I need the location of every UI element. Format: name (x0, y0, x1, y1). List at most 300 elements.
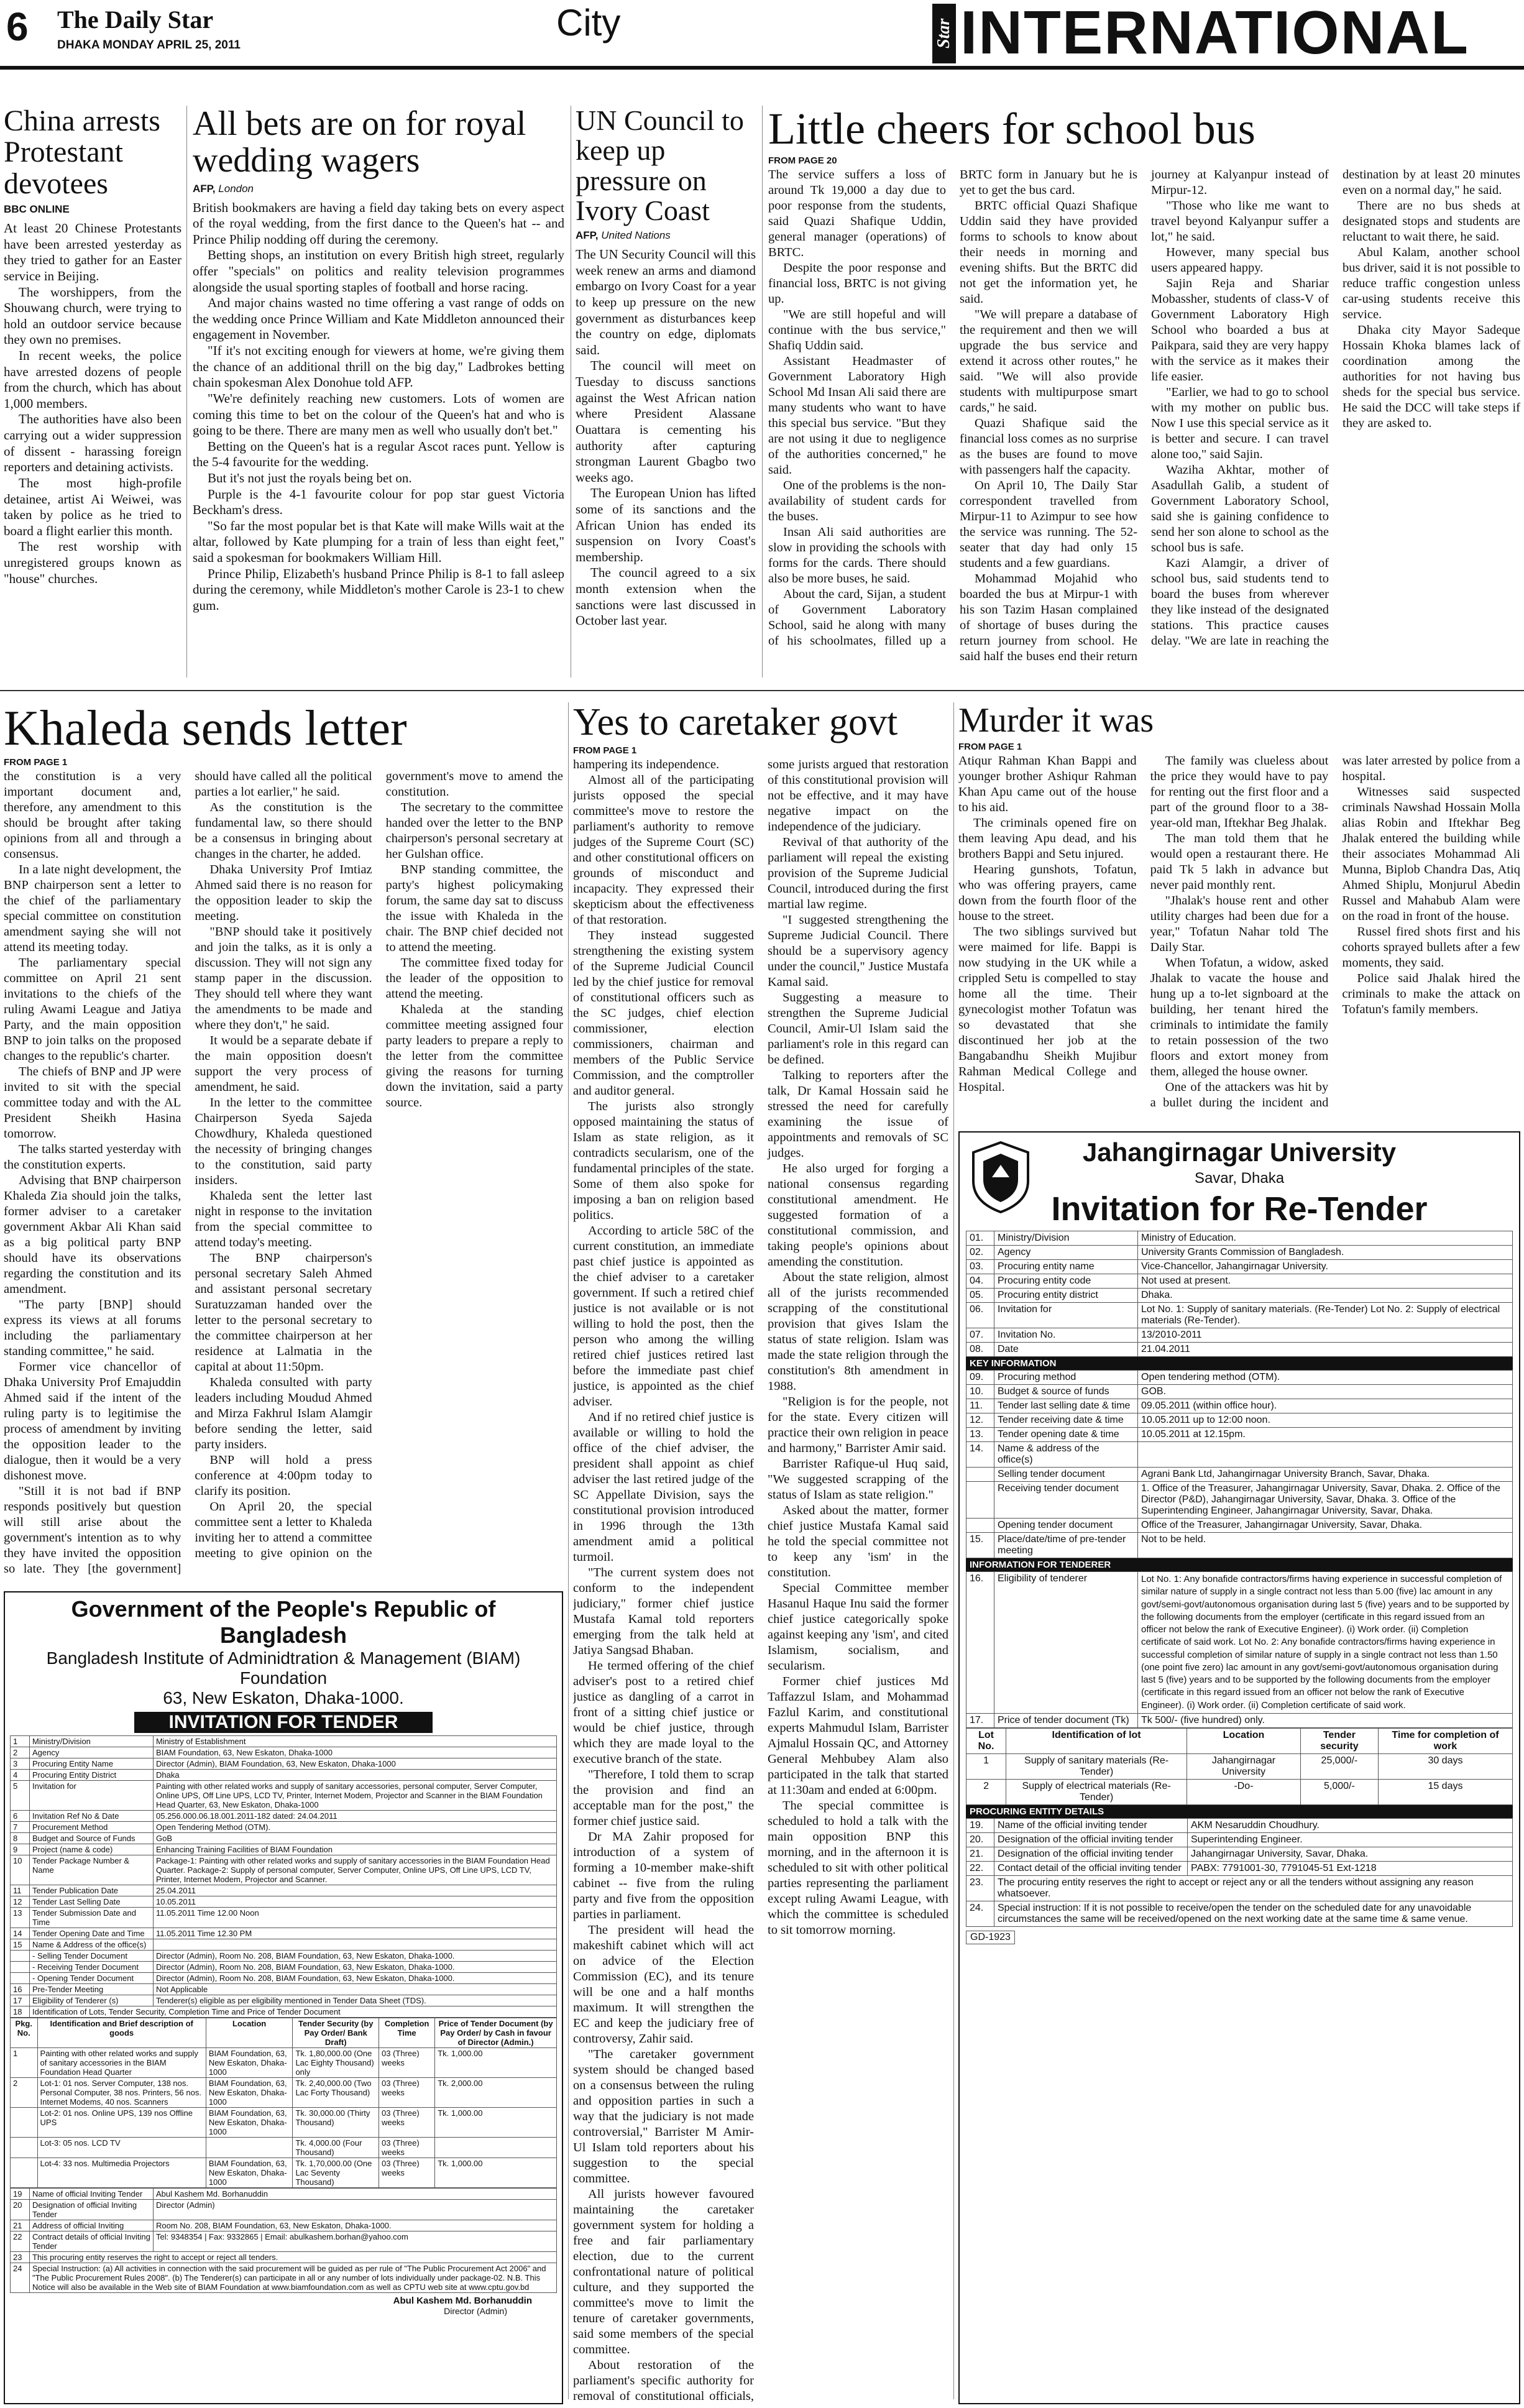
row-label: Tender last selling date & time (994, 1399, 1138, 1413)
row-divider (0, 690, 1524, 691)
table-cell: Lot-1: 01 nos. Server Computer, 138 nos. Personal Computer, 38 nos. Printers, 56 nos. Internet Modems, 40 nos. Scanners (37, 2078, 206, 2108)
table-cell: BIAM Foundation, 63, New Eskaton, Dhaka-1000 (206, 2108, 293, 2138)
row-number: 19. (966, 1818, 994, 1832)
table-row (11, 2231, 557, 2252)
table-cell: Tk. 1,000.00 (435, 2108, 557, 2138)
table-row (11, 2006, 557, 2018)
lot-row (11, 2048, 557, 2078)
row-label: Tender Opening Date and Time (30, 1928, 154, 1939)
table-row (11, 1984, 557, 1995)
section-city: City (556, 2, 621, 44)
ad-address: 63, New Eskaton, Dhaka-1000. (163, 1688, 404, 1707)
row-number: 21 (11, 2220, 30, 2231)
table-row (11, 1995, 557, 2006)
row-label: Ministry/Division (30, 1736, 154, 1747)
story-un (576, 106, 756, 678)
ad-biam (4, 1591, 563, 2404)
row-label: The procuring entity reserves the right to accept or reject any or all the tenders without assigning any reason whatsoever. (994, 1875, 1513, 1901)
row-label: This procuring entity reserves the right to accept or reject all tenders. (30, 2252, 557, 2263)
row-label: Tender receiving date & time (994, 1413, 1138, 1428)
column-header: Price of Tender Document (by Pay Order/ by Cash in favour of Director (Admin.) (435, 2018, 557, 2048)
table-cell: 03 (Three) weeks (379, 2138, 435, 2158)
column-header: Pkg. No. (11, 2018, 38, 2048)
table-row (11, 1758, 557, 1770)
table-cell: 1 (966, 1753, 1006, 1779)
row-value: Director (Admin), Room No. 208, BIAM Foundation, 63, New Eskaton, Dhaka-1000. (154, 1973, 557, 1984)
headline: All bets are on for royal wedding wagers (193, 106, 526, 180)
table-row (966, 1442, 1513, 1468)
paragraph: Special Committee member Hasanul Haque Inu said the former chief justice categorically spoke against keeping any 'ism', and cited Islamism, socialism, and secularism. (768, 1581, 948, 1673)
row-label: Procuring Entity District (30, 1770, 154, 1781)
table-cell: 03 (Three) weeks (379, 2158, 435, 2188)
table-cell: BIAM Foundation, 63, New Eskaton, Dhaka-1000 (206, 2078, 293, 2108)
paragraph: Betting shops, an institution on every British high street, regularly offer "specials" on politics and reality television programmes alongside the usual sporting staples of football and horse racing. (193, 247, 564, 295)
row-number: 17 (11, 1995, 30, 2006)
row-value: 11.05.2011 Time 12.00 Noon (154, 1908, 557, 1928)
paragraph: the constitution is a very important document and, therefore, any amendment to this should be brought after taking opinions from all and through a consensus. (4, 770, 181, 861)
from-page: FROM PAGE 1 (958, 741, 1022, 752)
divider (186, 106, 187, 678)
row-value: PABX: 7791001-30, 7791045-51 Ext-1218 (1188, 1861, 1513, 1875)
table-cell (11, 2108, 38, 2138)
row-value: Director (Admin) (154, 2200, 557, 2220)
table-row (11, 1939, 557, 1951)
row-label: Identification of Lots, Tender Security, Completion Time and Price of Tender Document (30, 2006, 557, 2018)
table-row (966, 1371, 1513, 1385)
ad-header (966, 1137, 1513, 1231)
tenderer-label: INFORMATION FOR TENDERER (966, 1558, 1513, 1571)
table-row (966, 1901, 1513, 1926)
row-label: Invitation for (994, 1303, 1138, 1328)
row-value: Ministry of Establishment (154, 1736, 557, 1747)
table-cell: Lot-4: 33 nos. Multimedia Projectors (37, 2158, 206, 2188)
paragraph: Mohammad Mojahid who boarded the bus at Mirpur-1 with his son Tazim Hasan complained of shortage of buses during the return journey from school. He said half the buses end their return journey at Kalyanpur instead of Mirpur-12. (960, 167, 1329, 663)
row-value: Ministry of Education. (1138, 1231, 1513, 1246)
paragraph: Assistant Headmaster of Government Laboratory High School Md Insan Ali said there are many students who want to have this special bus service. "But they are not using it due to negligence of the authorities concerned," he said. (768, 354, 946, 477)
tender-table-c (966, 1818, 1513, 1927)
paragraph: At least 20 Chinese Protestants have been arrested yesterday as they tried to gather for an Easter service in Beijing. (4, 221, 181, 283)
byline-place: London (218, 182, 254, 195)
row-label: Designation of official Inviting Tender (30, 2200, 154, 2220)
paragraph: The parliamentary special committee on April 21 sent invitations to the chiefs of the ruling Awami League and Jatiya Party, and the main opposition BNP to join talks on the proposed changes to the republic's charter. (4, 956, 181, 1063)
row-number: 5 (11, 1781, 30, 1811)
divider (953, 702, 954, 2399)
table-row (11, 1747, 557, 1758)
row-number: 13. (966, 1428, 994, 1442)
table-row (966, 1519, 1513, 1533)
row-label: Tender Last Selling Date (30, 1896, 154, 1908)
row-number: 06. (966, 1303, 994, 1328)
lot-row (11, 2108, 557, 2138)
table-row (966, 1413, 1513, 1428)
row-value: Lot No. 1: Any bonafide contractors/firms having experience in successful completion of similar nature of supply in a single contract not less than 5.00 (five) lac amount in any govt/semi-govt/autonomous organisation during last 5 (five) years and to be supported by the following documents from the employer (certificate in this regard issued from an officer not below the rank of Executive Engineer). (i) Work order. (ii) Completion certificate of said work. Lot No. 2: Any bonafide contractors/firms having experience in successful completion of similar nature of supply in a single contract not less than 1.50 (one point five zero) lac amount in any govt/semi-govt/autonomous organisation during last 5 (five) years and to be supported by the following documents from the employer (certificate in this regard issued from an officer not below the rank of Executive Engineer). (i) Work order. (ii) Completion certificate of said work. (1138, 1572, 1513, 1714)
row-value: Dhaka (154, 1770, 557, 1781)
table-cell: Tk. 2,40,000.00 (Two Lac Forty Thousand) (293, 2078, 379, 2108)
row-label: Eligibility of tenderer (994, 1572, 1138, 1714)
byline-place: United Nations (601, 229, 671, 242)
headline: Khaleda sends letter (4, 702, 407, 756)
paragraph: Former vice chancellor of Dhaka University Prof Emajuddin Ahmed said if the intent of the ruling party is to legitimise the process of amendment by inviting the opposition leader to the dialogue, then it would be a very dishonest move. (4, 1360, 181, 1482)
paragraph: The talks started yesterday with the constitution experts. (4, 1142, 181, 1172)
paragraph: Sajin Reja and Shariar Mobassher, students of class-V of Government Laboratory High School who boarded a bus at Paikpara, said they are very happy with the service as it makes their life easier. (1151, 276, 1329, 384)
row-value: GOB. (1138, 1385, 1513, 1399)
story-body (4, 221, 181, 587)
paragraph: Talking to reporters after the talk, Dr Kamal Hossain said he stressed the need for carefully examining the issue of appointments and removals of SC judges. (768, 1068, 948, 1160)
row-number: 16. (966, 1572, 994, 1714)
paragraph: According to article 58C of the current constitution, an immediate past chief justice is appointed as the chief adviser to a caretaker government. If such a retired chief justice is not available or is not willing to hold the post, then the person who among the willing retired chief justices retired last before the immediate past chief justice, is appointed as the chief adviser. (573, 1224, 754, 1409)
paragraph: Russel fired shots first and his cohorts sprayed bullets after a few moments, they said. (1342, 924, 1520, 970)
paragraph: "Earlier, we had to go to school with my mother on public bus. Now I use this special service as it is better and secure. I can travel alone too," said Sajin. (1151, 385, 1329, 461)
row-number: 15 (11, 1939, 30, 1951)
paragraph: Suggesting a measure to strengthen the Supreme Judicial Council, Amir-Ul Islam said the parliament's role in this regard can be defined. (768, 991, 948, 1067)
row-value: Abul Kashem Md. Borhanuddin (154, 2189, 557, 2200)
row-value: Director (Admin), Room No. 208, BIAM Foundation, 63, New Eskaton, Dhaka-1000. (154, 1951, 557, 1962)
row-label: Project (name & code) (30, 1844, 154, 1855)
paragraph: As the constitution is the fundamental law, so there should be a consensus in bringing about changes in the charter, he added. (195, 801, 372, 861)
table-cell: Supply of electrical materials (Re-Tender) (1006, 1779, 1187, 1804)
byline: BBC ONLINE (4, 203, 70, 216)
row-label: Budget and Source of Funds (30, 1833, 154, 1844)
table-row (11, 1885, 557, 1896)
row-label: Tender Package Number & Name (30, 1855, 154, 1885)
row-label: Special Instruction: (a) All activities in connection with the said procurement will be guided as per rule of "The Public Procurement Act 2006" and "The Public Procurement Rules 2008". (b) The Tenderer(s) can participate in all or any number of lots individually under package-02. N.B. This Notice will also be available in the Web site of BIAM Foundation at www.biamfoundation.com as well as CPTU web site at www.cptu.gov.bd (30, 2263, 557, 2293)
table-cell: Supply of sanitary materials (Re-Tender) (1006, 1753, 1187, 1779)
paragraph: The family was clueless about the price they would have to pay for renting out the first floor and a part of the ground floor to a 38-year-old man, Iftekhar Beg Jhalak. (1150, 753, 1329, 830)
story-body (958, 753, 1520, 1120)
paragraph: Khaleda consulted with party leaders including Moudud Ahmed and Mirza Fakhrul Islam Alamgir before sending the letter, said party insiders. (195, 1376, 372, 1451)
from-page: FROM PAGE 1 (4, 757, 68, 768)
signatory: Abul Kashem Md. Borhanuddin (393, 2295, 532, 2306)
paragraph: The committee fixed today for the leader of the opposition to attend the meeting. (385, 956, 563, 1001)
row-value: 10.05.2011 up to 12:00 noon. (1138, 1413, 1513, 1428)
row-label: Ministry/Division (994, 1231, 1138, 1246)
row-number (966, 1482, 994, 1519)
paragraph: One of the attackers was hit by a bullet during the incident and was later arrested by police from a hospital. (1150, 753, 1520, 1110)
row-value: Director (Admin), Room No. 208, BIAM Foundation, 63, New Eskaton, Dhaka-1000. (154, 1962, 557, 1973)
paragraph: The council agreed to a six month extension when the sanctions were last discussed in October last year. (576, 565, 756, 628)
paragraph: In the letter to the committee Chairperson Syeda Sajeda Chowdhury, Khaleda questioned the necessity of bringing changes to the constitution, said party insiders. (195, 1096, 372, 1187)
row-value: 11.05.2011 Time 12.30 PM (154, 1928, 557, 1939)
paragraph: Former chief justices Md Taffazzul Islam, and Mohammad Fazlul Karim, and constitutional experts Mahmudul Islam, Barrister Ajmalul Hossain QC, and Attorney General Mehbubey Alam also participated in the talk that started at 11:30am and ended at 6:00pm. (768, 1675, 948, 1798)
story-body (768, 167, 1520, 671)
row-label: Procurement Method (30, 1822, 154, 1833)
paragraph: "Jhalak's house rent and other utility charges had been due for a year," Tofatun Nahar told The Daily Star. (1150, 893, 1329, 954)
row-value: Lot No. 1: Supply of sanitary materials. (Re-Tender) Lot No. 2: Supply of electrical materials (Re-Tender). (1138, 1303, 1513, 1328)
table-cell: 03 (Three) weeks (379, 2108, 435, 2138)
table-row (11, 1855, 557, 1885)
page-number: 6 (6, 4, 29, 49)
paragraph: Prince Philip, Elizabeth's husband Prince Philip is 8-1 to fall asleep during the ceremony, while Middleton's mother Carole is 23-1 to chew gum. (193, 566, 564, 613)
column-header: Tender Security (by Pay Order/ Bank Draft) (293, 2018, 379, 2048)
table-row (11, 2252, 557, 2263)
row-label: Address of official Inviting (30, 2220, 154, 2231)
row-number: 12. (966, 1413, 994, 1428)
tender-table-tail (10, 2188, 557, 2293)
row-value: 21.04.2011 (1138, 1343, 1513, 1357)
table-cell: 15 days (1378, 1779, 1512, 1804)
row-label: Designation of the official inviting tender (994, 1832, 1188, 1847)
row-number: 23 (11, 2252, 30, 2263)
column-header: Lot No. (966, 1728, 1006, 1753)
paragraph: Dhaka city Mayor Sadeque Hossain Khoka blames lack of coordination among the authorities for not having bus sheds for the special bus service. He said the DCC will take steps if they are asked to. (1343, 323, 1520, 430)
story-body (193, 200, 564, 614)
paragraph: Revival of that authority of the parliament will repeal the existing provision of the Supreme Judicial Council, introduced during the first martial law regime. (768, 835, 948, 912)
column-header: Tender security (1300, 1728, 1378, 1753)
column-header: Location (1187, 1728, 1301, 1753)
row-label: Price of tender document (Tk) (994, 1713, 1138, 1727)
headline: China arrests Protestant devotees (4, 106, 160, 200)
row-number: 17. (966, 1713, 994, 1727)
paragraph: Quazi Shafique said the financial loss comes as no surprise as the buses are found to move with passengers half the capacity. (960, 416, 1137, 477)
row-number: 14. (966, 1442, 994, 1468)
row-label: Agency (30, 1747, 154, 1758)
story-wedding (193, 106, 564, 678)
row-number: 1 (11, 1736, 30, 1747)
table-cell: 30 days (1378, 1753, 1512, 1779)
ad-subtitle: Savar, Dhaka (1194, 1170, 1285, 1187)
row-number: 09. (966, 1371, 994, 1385)
row-value: Dhaka. (1138, 1289, 1513, 1303)
row-value: Room No. 208, BIAM Foundation, 63, New Eskaton, Dhaka-1000. (154, 2220, 557, 2231)
table-row (11, 1770, 557, 1781)
row-label: Place/date/time of pre-tender meeting (994, 1533, 1138, 1558)
headline: Yes to caretaker govt (573, 702, 898, 743)
row-label: Opening tender document (994, 1519, 1138, 1533)
row-value: Superintending Engineer. (1188, 1832, 1513, 1847)
paragraph: BRTC official Quazi Shafique Uddin said they have provided forms to schools to know about their needs in morning and evening shifts. But the BRTC did not get the information yet, he said. (960, 198, 1137, 306)
row-number (966, 1468, 994, 1482)
row-label: Procuring entity name (994, 1260, 1138, 1274)
table-row (11, 1844, 557, 1855)
row-value: 13/2010-2011 (1138, 1328, 1513, 1343)
table-row (11, 1781, 557, 1811)
row-value: GoB (154, 1833, 557, 1844)
paragraph: "We are still hopeful and will continue with the bus service," Shafiq Uddin said. (768, 307, 946, 352)
row-label: Name of the official inviting tender (994, 1818, 1188, 1832)
row-value: 10.05.2011 (154, 1896, 557, 1908)
row-number: 8 (11, 1833, 30, 1844)
lot-row (11, 2158, 557, 2188)
table-row (11, 1928, 557, 1939)
row-label: - Selling Tender Document (30, 1951, 154, 1962)
row-value: 25.04.2011 (154, 1885, 557, 1896)
ad-heading: Invitation for Re-Tender (1051, 1190, 1428, 1228)
table-row (966, 1818, 1513, 1832)
paragraph: Despite the poor response and financial loss, BRTC is not giving up. (768, 260, 946, 306)
paragraph: It would be a separate debate if the main opposition doesn't support the very process of amendment, he said. (195, 1034, 372, 1094)
table-row (966, 1260, 1513, 1274)
row-number (966, 1519, 994, 1533)
table-cell: Lot-2: 01 nos. Online UPS, 139 nos Offline UPS (37, 2108, 206, 2138)
row-label: Name & address of the office(s) (994, 1442, 1138, 1468)
paragraph: Abul Kalam, another school bus driver, said it is not possible to reduce traffic congestion unless car-using students receive this service. (1343, 245, 1520, 321)
row-value: Enhancing Training Facilities of BIAM Foundation (154, 1844, 557, 1855)
ad-code: GD-1923 (966, 1931, 1015, 1944)
dateline: DHAKA MONDAY APRIL 25, 2011 (57, 39, 241, 52)
table-row (966, 1468, 1513, 1482)
row-label: Designation of the official inviting tender (994, 1847, 1188, 1861)
paragraph: The rest worship with unregistered groups known as "house" churches. (4, 539, 181, 586)
table-cell (11, 2158, 38, 2188)
table-cell (11, 2138, 38, 2158)
story-body (4, 769, 563, 1577)
paragraph: The man told them that he would open a restaurant there. He paid Tk 5 lakh in advance but never paid monthly rent. (1150, 831, 1329, 892)
paragraph: Purple is the 4-1 favourite colour for pop star guest Victoria Beckham's dress. (193, 486, 564, 518)
paragraph: "I suggested strengthening the Supreme Judicial Council. There should be a supervisory agency under the council," Justice Mustafa Kamal said. (768, 913, 948, 990)
paragraph: On April 20, the special committee sent a letter to Khaleda inviting her to attend a committee meeting to give opinion on the government's move to amend the constitution. (195, 770, 563, 1560)
row-number: 12 (11, 1896, 30, 1908)
row-label: Agency (994, 1246, 1138, 1260)
story-caretaker (573, 702, 948, 2406)
row-number (11, 1951, 30, 1962)
paragraph: Dhaka University Prof Imtiaz Ahmed said there is no reason for the opposition leader to skip the meeting. (195, 863, 372, 923)
table-row (11, 1908, 557, 1928)
paragraph: Hearing gunshots, Tofatun, who was offering prayers, came down from the fourth floor of the house to the street. (958, 862, 1137, 923)
row-label: Tender Submission Date and Time (30, 1908, 154, 1928)
row-label: Receiving tender document (994, 1482, 1138, 1519)
story-khaleda (4, 702, 563, 1585)
paragraph: The criminals opened fire on them leaving Apu dead, and his brothers Bappi and Setu injured. (958, 816, 1137, 861)
lot-row (966, 1779, 1513, 1804)
signatory-title: Director (Admin) (444, 2306, 507, 2316)
row-label: Budget & source of funds (994, 1385, 1138, 1399)
paragraph: The UN Security Council will this week renew an arms and diamond embargo on Ivory Coast for a year to keep up pressure on the new government as disturbances keep the country on edge, diplomats said. (576, 247, 756, 357)
paragraph: "So far the most popular bet is that Kate will make Wills wait at the altar, followed by Kate plumping for a train of less than eight feet," said a spokesman for bookmakers William Hill. (193, 518, 564, 565)
paragraph: "The caretaker government system should be changed based on a consensus between the ruling and opposition parties in such a way that the judiciary is not made controversial," Barrister M Amir-Ul Islam told reporters about his suggestion to the special committee. (573, 2047, 754, 2186)
tender-table-b (966, 1370, 1513, 1558)
paper-logo: The Daily Star (57, 6, 214, 34)
paragraph: Almost all of the participating jurists opposed the special committee's move to restore the parliament's authority to remove judges of the Supreme Court (SC) and other constitutional officers on grounds of misconduct and incapacity. They expressed their skepticism about the effectiveness of that restoration. (573, 773, 754, 927)
row-number: 9 (11, 1844, 30, 1855)
paragraph: The chiefs of BNP and JP were invited to sit with the special committee today and with the AL President Sheikh Hasina tomorrow. (4, 1065, 181, 1141)
row-value: Tenderer(s) eligible as per eligibility mentioned in Tender Data Sheet (TDS). (154, 1995, 557, 2006)
table-row (11, 1951, 557, 1962)
story-china (4, 106, 181, 678)
row-number: 16 (11, 1984, 30, 1995)
ad-jahangirnagar (958, 1131, 1520, 2404)
row-value: Open tendering method (OTM). (1138, 1371, 1513, 1385)
from-page: FROM PAGE 1 (573, 745, 637, 756)
paragraph: Khaleda at the standing committee meeting assigned four party leaders to prepare a reply to the letter from the committee giving the reasons for turning down the invitation, said a party source. (385, 1003, 563, 1110)
table-cell: Jahangirnagar University (1187, 1753, 1301, 1779)
story-body (573, 757, 948, 2404)
row-label: Invitation No. (994, 1328, 1138, 1343)
table-header-row (11, 2018, 557, 2048)
row-label: Procuring entity code (994, 1274, 1138, 1289)
row-number: 21. (966, 1847, 994, 1861)
paragraph: Asked about the matter, former chief justice Mustafa Kamal said he told the special committee not to keep any 'ism' in the constitution. (768, 1504, 948, 1580)
row-number: 11. (966, 1399, 994, 1413)
eligibility-table (966, 1571, 1513, 1728)
table-row (966, 1399, 1513, 1413)
row-label: Procuring method (994, 1371, 1138, 1385)
row-number: 22 (11, 2231, 30, 2252)
paragraph: About restoration of the parliament's specific authority for removal of constitutional officials, some jurists argued that restoration of this constitutional provision will not be effective, and it may have negative impact on the independence of the judiciary. (573, 758, 948, 2404)
row-label: Contract details of official Inviting Tender (30, 2231, 154, 2252)
table-row (966, 1289, 1513, 1303)
row-value: Painting with other related works and supply of sanitary accessories, personal computer, Server Computer, Online UPS, Off Line UPS, LCD TV, Printer, Internet Modem, Projector and Scanner in the BIAM Foundation Head Quarter, 63, New Eskaton, Dhaka-1000 (154, 1781, 557, 1811)
row-value: 09.05.2011 (within office hour). (1138, 1399, 1513, 1413)
row-value (154, 1939, 557, 1951)
lot-row (966, 1753, 1513, 1779)
paragraph: "The current system does not conform to the independent judiciary," former chief justice Mustafa Kamal told reporters emerging from the talk held at Jatiya Sangsad Bhaban. (573, 1566, 754, 1658)
row-number: 18 (11, 2006, 30, 2018)
paragraph: Barrister Rafique-ul Huq said, "We suggested scrapping of the status of Islam as state religion." (768, 1457, 948, 1502)
table-row (11, 1973, 557, 1984)
row-number: 11 (11, 1885, 30, 1896)
paragraph: Waziha Akhtar, mother of Asadullah Galib, a student of Government Laboratory School, said she is gaining confidence to send her son alone to school as the school bus is safe. (1151, 462, 1329, 554)
row-label: Procuring entity district (994, 1289, 1138, 1303)
table-row (11, 1811, 557, 1822)
paragraph: The council will meet on Tuesday to discuss sanctions against the West African nation where President Alassane Ouattara is cementing his authority after capturing strongman Laurent Gbagbo two weeks ago. (576, 358, 756, 485)
row-label: Pre-Tender Meeting (30, 1984, 154, 1995)
story-school-bus (768, 106, 1520, 678)
row-label: Invitation Ref No & Date (30, 1811, 154, 1822)
row-number: 19 (11, 2189, 30, 2200)
ad-heading: INVITATION FOR TENDER (134, 1712, 433, 1733)
paragraph: British bookmakers are having a field day taking bets on every aspect of the royal wedding, from the first dance to the Queen's hat -- and Prince Philip nodding off during the ceremony. (193, 200, 564, 247)
paragraph: "Therefore, I told them to scrap the provision and find an acceptable man for the post," the former chief justice said. (573, 1768, 754, 1829)
table-row (966, 1246, 1513, 1260)
table-cell: Tk. 4,000.00 (Four Thousand) (293, 2138, 379, 2158)
paragraph: Kazi Alamgir, a driver of school bus, said students tend to board the buses from wherever they like instead of the designated stations. This practice causes delay. "We are late in reaching the destination by at least 20 minutes even on a normal day," he said. (1151, 167, 1520, 648)
table-row (966, 1428, 1513, 1442)
section-international: INTERNATIONAL (960, 0, 1469, 67)
table-row (966, 1533, 1513, 1558)
paragraph: The European Union has lifted some of its sanctions and the African Union has ended its suspension on Ivory Coast's membership. (576, 485, 756, 564)
paragraph: The BNP chairperson's personal secretary Saleh Ahmed and assistant personal secretary Suratuzzaman handed over the letter to the personal secretary to the committee chairperson at her residence at Lalmatia in the capital at about 11:50pm. (195, 1251, 372, 1374)
row-label: Eligibility of Tenderer (s) (30, 1995, 154, 2006)
paragraph: He also urged for forging a national consensus regarding constitutional amendment. He suggested formation of a constitutional commission, and taking people's opinions about amending the constitution. (768, 1162, 948, 1269)
paragraph: Police said Jhalak hired the criminals to make the attack on Tofatun's family members. (1342, 971, 1520, 1016)
paragraph: "We will prepare a database of the requirement and then we will upgrade the bus service and extend it across other routes," he said. "We will also provide students with multipurpose smart cards," he said. (960, 307, 1137, 415)
table-row (11, 2200, 557, 2220)
byline (576, 229, 756, 242)
paragraph: "We're definitely reaching new customers. Lots of women are coming this time to bet on the colour of the Queen's hat and who is going to be there. There are many men as well who usually don't bet." (193, 390, 564, 438)
row-value: Not to be held. (1138, 1533, 1513, 1558)
paragraph: Dr MA Zahir proposed for introduction of a system of forming a 10-member make-shift cabinet -- five from the ruling party and five from the opposition parties in parliament. (573, 1830, 754, 1922)
lot-row (11, 2078, 557, 2108)
lot-table (966, 1728, 1513, 1805)
table-cell: Tk. 1,000.00 (435, 2048, 557, 2078)
row-value: AKM Nesaruddin Choudhury. (1188, 1818, 1513, 1832)
table-cell: Tk. 1,000.00 (435, 2158, 557, 2188)
row-label: Tender Publication Date (30, 1885, 154, 1896)
ad-org: Bangladesh Institute of Adminidtration & Management (BIAM) Foundation (46, 1648, 521, 1688)
row-label: Name & Address of the office(s) (30, 1939, 154, 1951)
paragraph: Advising that BNP chairperson Khaleda Zia should join the talks, former adviser to a caretaker government Akbar Ali Khan said as a big political party BNP should have its observations regarding the constitution and its amendment. (4, 1174, 181, 1296)
table-row (11, 1896, 557, 1908)
paragraph: "If it's not exciting enough for viewers at home, we're giving them the chance of an additional thrill on the big day," Ladbrokes betting chain spokesman Alex Donohue told AFP. (193, 343, 564, 390)
paragraph: The most high-profile detainee, artist Ai Weiwei, was taken by police as he tried to board a flight earlier this month. (4, 475, 181, 538)
row-label: Date (994, 1343, 1138, 1357)
paragraph: They instead suggested strengthening the existing system of the Supreme Judicial Council led by the chief justice for removal of constitutional officers such as the SC judges, chief election commissioner, election commissioners, chairman and members of the Public Service Commission, and the comptroller and auditor general. (573, 929, 754, 1098)
from-page: FROM PAGE 20 (768, 155, 837, 166)
table-row (966, 1303, 1513, 1328)
row-value: 10.05.2011 at 12.15pm. (1138, 1428, 1513, 1442)
procuring-label: PROCURING ENTITY DETAILS (966, 1805, 1513, 1818)
table-row (966, 1231, 1513, 1246)
row-number: 05. (966, 1289, 994, 1303)
paragraph: The secretary to the committee handed over the letter to the BNP chairperson's personal secretary at her Gulshan office. (385, 801, 563, 861)
paragraph: Betting on the Queen's hat is a regular Ascot races punt. Yellow is the 5-4 favourite for the wedding. (193, 438, 564, 470)
row-number: 07. (966, 1328, 994, 1343)
table-cell (435, 2138, 557, 2158)
paragraph: The worshippers, from the Shouwang church, were trying to hold an outdoor service because they own no premises. (4, 284, 181, 347)
masthead (0, 0, 1524, 70)
table-row (11, 1736, 557, 1747)
row-number: 02. (966, 1246, 994, 1260)
